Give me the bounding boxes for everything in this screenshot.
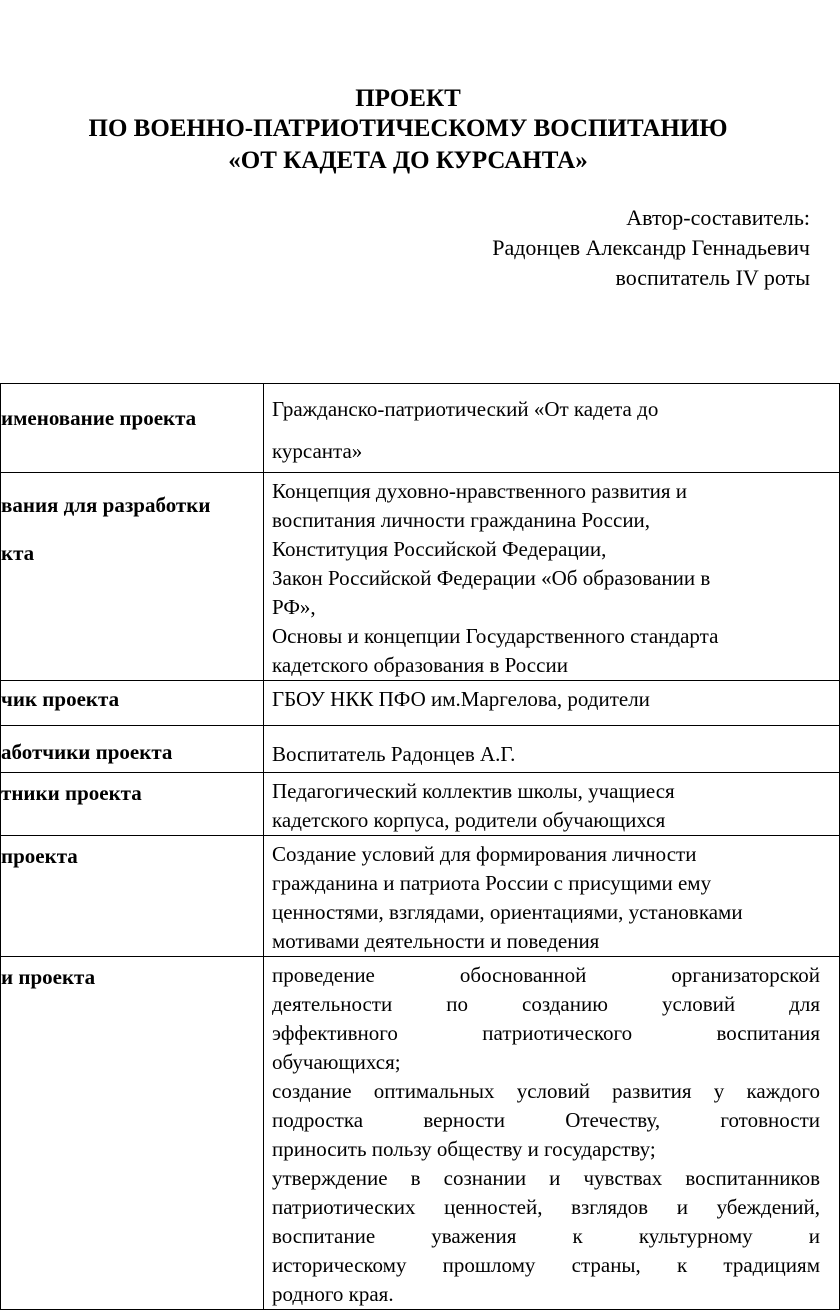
row-value-text: утверждение в сознании и чувствах воспитанников <box>272 1166 820 1190</box>
table-row <box>1 836 840 957</box>
row-value-cell <box>264 836 840 957</box>
row-label-text: кта <box>1 541 35 565</box>
row-label-cell <box>1 836 264 957</box>
table-row <box>1 681 840 726</box>
row-value-text: мотивами деятельности и поведения <box>272 929 600 953</box>
row-value-text: Педагогический коллектив школы, учащиеся <box>272 779 675 803</box>
row-value-text: Создание условий для формирования личности <box>272 842 697 866</box>
row-value-cell <box>264 773 840 836</box>
row-value-text: историческому прошлому страны, к традициям <box>272 1253 820 1277</box>
row-label-cell <box>1 384 264 473</box>
row-value-text: приносить пользу обществу и государству; <box>272 1137 656 1161</box>
row-label-text: тники проекта <box>1 781 142 805</box>
project-passport-table <box>0 383 840 1310</box>
row-value-text: обучающихся; <box>272 1050 401 1074</box>
row-value-text: патриотических ценностей, взглядов и убеждений, <box>272 1195 820 1219</box>
table-row <box>1 726 840 773</box>
row-value-text: деятельности по созданию условий для <box>272 992 820 1016</box>
row-value-cell <box>264 473 840 681</box>
row-value-text: воспитания личности гражданина России, <box>272 508 651 532</box>
row-value-cell <box>264 957 840 1310</box>
row-value-text: кадетского корпуса, родители обучающихся <box>272 808 666 832</box>
row-value-text: ценностями, взглядами, ориентациями, установками <box>272 900 743 924</box>
row-label-cell <box>1 726 264 773</box>
row-value-text: родного края. <box>272 1282 394 1306</box>
row-label-text: вания для разработки <box>1 493 211 517</box>
title-line-2: ПО ВОЕННО-ПАТРИОТИЧЕСКОМУ ВОСПИТАНИЮ <box>88 115 728 142</box>
table-row <box>1 473 840 681</box>
author-position: воспитатель IV роты <box>615 265 810 290</box>
row-value-text: ГБОУ НКК ПФО им.Маргелова, родители <box>272 687 650 711</box>
row-label-cell <box>1 681 264 726</box>
row-value-text: эффективного патриотического воспитания <box>272 1021 820 1045</box>
row-value-text: кадетского образования в России <box>272 653 568 677</box>
row-value-text: Основы и концепции Государственного стандарта <box>272 624 719 648</box>
row-value-cell <box>264 681 840 726</box>
row-label-text: проекта <box>1 844 78 868</box>
row-value-text: воспитание уважения к культурному и <box>272 1224 820 1248</box>
row-value-text: Гражданско-патриотический «От кадета до <box>272 397 659 421</box>
row-label-cell <box>1 957 264 1310</box>
author-label: Автор-составитель: <box>626 205 810 230</box>
row-value-text: Закон Российской Федерации «Об образовании в <box>272 566 711 590</box>
row-value-text: гражданина и патриота России с присущими ему <box>272 871 712 895</box>
row-value-text: Концепция духовно-нравственного развития и <box>272 479 688 503</box>
row-label-text: чик проекта <box>1 687 120 711</box>
row-value-text: Воспитатель Радонцев А.Г. <box>272 742 516 766</box>
row-label-text: аботчики проекта <box>1 740 173 764</box>
row-label-cell <box>1 473 264 681</box>
title-line-3: «ОТ КАДЕТА ДО КУРСАНТА» <box>228 147 588 174</box>
table-row <box>1 957 840 1310</box>
row-label-cell <box>1 773 264 836</box>
row-label-text: и проекта <box>1 965 96 989</box>
row-value-text: Конституция Российской Федерации, <box>272 537 607 561</box>
row-value-text: курсанта» <box>272 439 363 463</box>
row-value-text: РФ», <box>272 595 316 619</box>
row-value-cell <box>264 726 840 773</box>
row-value-text: проведение обоснованной организаторской <box>272 963 820 987</box>
table-row <box>1 773 840 836</box>
title-line-1: ПРОЕКТ <box>355 85 461 112</box>
row-value-text: создание оптимальных условий развития у каждого <box>272 1079 820 1103</box>
row-value-text: подростка верности Отечеству, готовности <box>272 1108 820 1132</box>
table-row <box>1 384 840 473</box>
row-value-cell <box>264 384 840 473</box>
author-name: Радонцев Александр Геннадьевич <box>492 235 810 260</box>
row-label-text: именование проекта <box>1 406 197 430</box>
